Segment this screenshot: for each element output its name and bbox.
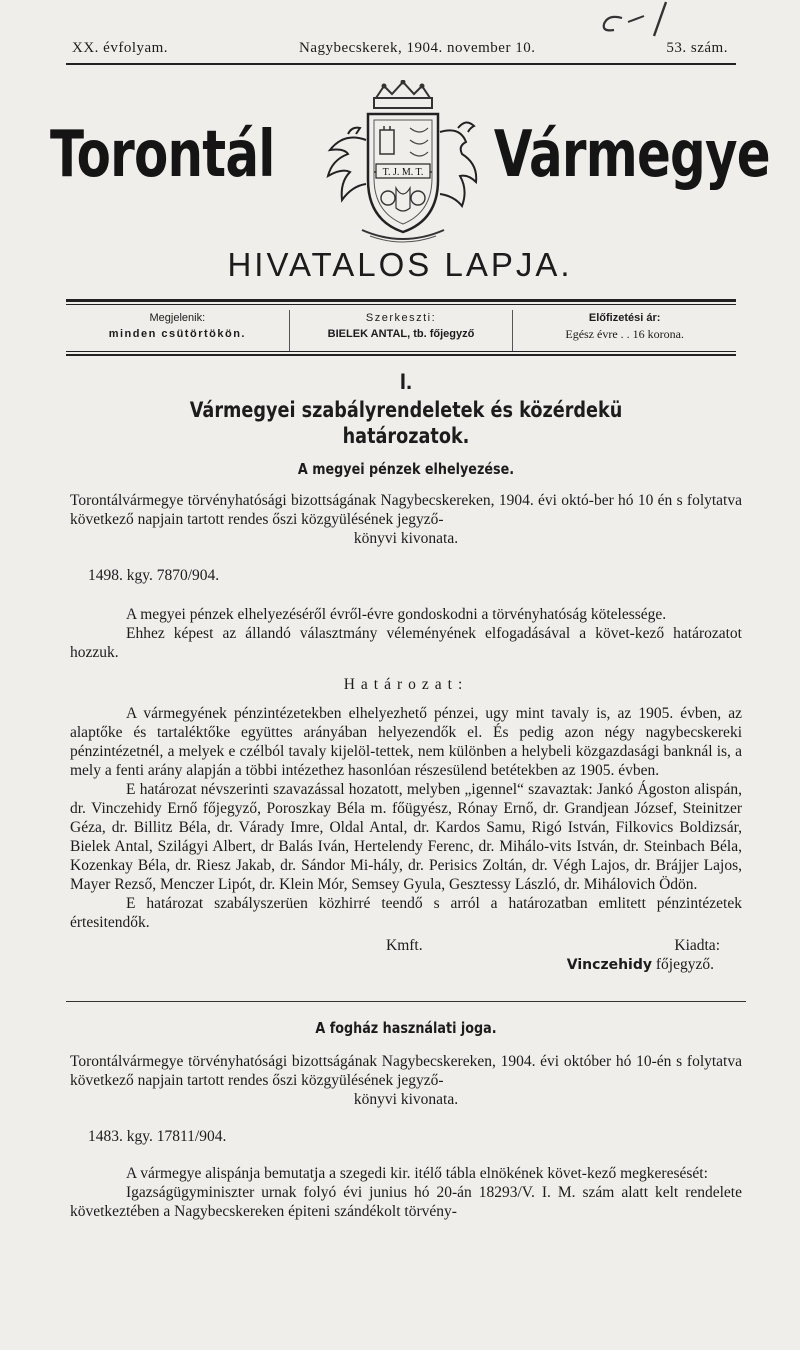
article-content [70, 365, 742, 1221]
handwritten-annotation-icon [592, 0, 682, 40]
volume-label: XX. évfolyam. [72, 40, 169, 56]
price-info [512, 310, 736, 352]
paragraph: A vármegye alispánja bemutatja a szegedi kir. itélő tábla elnökének követ-kező megkeresését: [126, 1165, 708, 1182]
section-number: I. [399, 369, 413, 394]
paragraph: A megyei pénzek elhelyezéséről évről-évre gondoskodni a törvényhatóság kötelessége. [126, 606, 667, 623]
crest-text: T. J. M. T. [382, 167, 424, 178]
resolution-heading: Határozat: [343, 676, 469, 693]
info-rule-top-thin [66, 304, 736, 305]
place-date: Nagybecskerek, 1904. november 10. [299, 40, 536, 56]
paragraph: Ehhez képest az állandó választmány véleményének elfogadásával a követ-kező határozatot hozzuk. [70, 625, 742, 661]
published-info [66, 310, 289, 352]
article-intro: Torontálvármegye törvényhatósági bizottságának Nagybecskereken, 1904. évi október hó 10-én s folytatva következő napjain tartott rendes őszi közgyülésének jegyző- [70, 1053, 742, 1089]
info-rule-bottom-thin [66, 351, 736, 352]
reference-number: 1483. kgy. 17811/904. [88, 1128, 227, 1145]
masthead-title-right: Vármegye [494, 118, 770, 192]
issued-by-label: Kiadta: [674, 937, 720, 954]
issue-header [72, 40, 728, 57]
article-title: A fogház használati joga. [315, 1019, 497, 1037]
signer-title: főjegyző. [655, 956, 714, 973]
editor-value: BIELEK ANTAL, tb. főjegyző [327, 328, 475, 340]
article-intro-end: könyvi kivonata. [353, 530, 459, 547]
price-value: Egész évre . . 16 korona. [565, 327, 684, 341]
info-rule-bottom [66, 354, 736, 356]
masthead [50, 80, 770, 250]
signer-name: Vinczehidy [566, 957, 653, 973]
article-title: A megyei pénzek elhelyezése. [297, 460, 515, 478]
masthead-title-left: Torontál [50, 118, 275, 192]
kmft-label: Kmft. [386, 937, 423, 954]
paragraph: A vármegyének pénzintézetekben elhelyezhető pénzei, ugy mint tavaly is, az 1905. évben, az alaptőke és tartaléktőke együttes arányában helyezendők el. És pedig azon négy nagybecskereki pénzintézetnél, a melyek e czélból tavaly kijelöl-tettek, nem különben a helybeli közgazdasági banknál is, a mely a fenti arány alapján a többi intézethez hasonlóan részesülend betétekben az 1905. évben. [70, 705, 742, 779]
published-label: Megjelenik: [149, 312, 206, 324]
paragraph: Igazságügyminiszter urnak folyó évi junius hó 20-án 18293/V. I. M. szám alatt kelt rendelete következtében a Nagybecskereken épiteni szándékolt törvény- [70, 1184, 742, 1220]
paragraph: E határozat szabályszerüen közhirré teendő s arról a határozatban emlitett pénzintézetek értesitendők. [70, 895, 742, 931]
article-intro: Torontálvármegye törvényhatósági bizottságának Nagybecskereken, 1904. évi októ-ber hó 10 én s folytatva következő napjain tartott rendes őszi közgyülésének jegyző- [70, 492, 742, 528]
editor-label: Szerkeszti: [365, 312, 437, 324]
info-rule-top [66, 299, 736, 302]
signer [70, 955, 742, 975]
header-rule [66, 63, 736, 65]
signature-line [70, 936, 742, 955]
article-divider [66, 1001, 746, 1002]
coat-of-arms-icon [318, 80, 488, 245]
publication-info-bar [66, 310, 736, 352]
editor-info [289, 310, 513, 352]
section-title: Vármegyei szabályrendeletek és közérdekü határozatok. [189, 398, 623, 448]
paragraph: E határozat névszerinti szavazással hozatott, melyben „igennel“ szavaztak: Jankó Ágoston alispán, dr. Vinczehidy Ernő főjegyző, Poroszkay Béla m. főügyész, Rónay Ernő, dr. Grandjean József, Steinitzer Géza, dr. Billitz Béla, dr. Várady Imre, Oldal Antal, dr. Kardos Samu, Rigó István, Filkovics Boldizsár, Bielek Antal, Szilágyi Albert, dr Balás Iván, Hertelendy Ferenc, dr. Mihálo-vits István, dr. Steinbach Béla, Kozenkay Béla, dr. Riesz Jakab, dr. Sándor Mi-hály, dr. Perisics Zoltán, dr. Végh Lajos, dr. Brájjer Lajos, Mayer Rezső, Menczer Lipót, dr. Klein Mór, Semsey Gyula, Gesztessy László, dr. Mihálovich Ödön. [70, 781, 742, 893]
masthead-subtitle: HIVATALOS LAPJA. [227, 246, 573, 283]
published-value: minden csütörtökön. [108, 328, 246, 340]
issue-number: 53. szám. [666, 40, 728, 56]
reference-number: 1498. kgy. 7870/904. [88, 567, 220, 584]
article-intro-end: könyvi kivonata. [353, 1091, 459, 1108]
price-label: Előfizetési ár: [588, 312, 661, 324]
